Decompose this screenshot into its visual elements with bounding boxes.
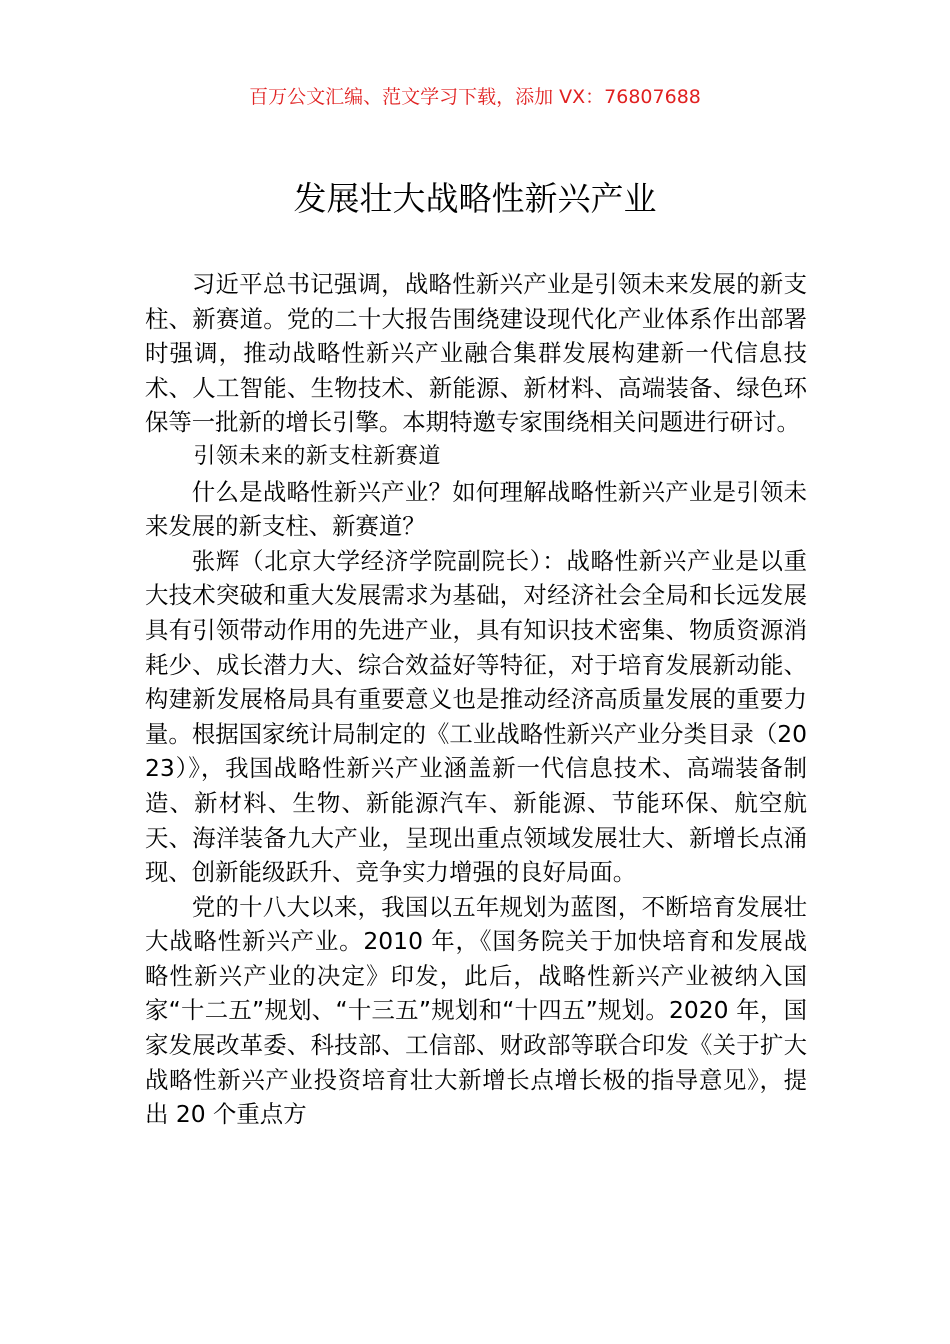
section-subheading: 引领未来的新支柱新赛道 xyxy=(193,443,441,469)
paragraph-question: 什么是战略性新兴产业？如何理解战略性新兴产业是引领未来发展的新支柱、新赛道？ xyxy=(145,477,807,541)
paragraph-history: 党的十八大以来，我国以五年规划为蓝图，不断培育发展壮大战略性新兴产业。2010 年，《国务院关于加快培育和发展战略性新兴产业的决定》印发，此后，战略性新兴产业被纳入国家“十二五”规划、“十三五”规划和“十四五”规划。2020 年，国家发展改革委、科技部、工信部、财政部等联合印发《关于扩大战略性新兴产业投资培育壮大新增长点增长极的指导意见》，提出 20 个重点方 xyxy=(145,892,807,1129)
document-body xyxy=(145,267,807,1132)
header-note: 百万公文汇编、范文学习下载，添加 VX：76807688 xyxy=(249,86,701,108)
paragraph-expert-answer: 张辉（北京大学经济学院副院长）：战略性新兴产业是以重大技术突破和重大发展需求为基础，对经济社会全局和长远发展具有引领带动作用的先进产业，具有知识技术密集、物质资源消耗少、成长潜力大、综合效益好等特征，对于培育发展新动能、构建新发展格局具有重要意义也是推动经济高质量发展的重要力量。根据国家统计局制定的《工业战略性新兴产业分类目录（2023）》，我国战略性新兴产业涵盖新一代信息技术、高端装备制造、新材料、生物、新能源汽车、新能源、节能环保、航空航天、海洋装备九大产业，呈现出重点领域发展壮大、新增长点涌现、创新能级跃升、竞争实力增强的良好局面。 xyxy=(145,546,807,887)
document-title: 发展壮大战略性新兴产业 xyxy=(293,179,657,218)
paragraph-intro: 习近平总书记强调，战略性新兴产业是引领未来发展的新支柱、新赛道。党的二十大报告围绕建设现代化产业体系作出部署时强调，推动战略性新兴产业融合集群发展构建新一代信息技术、人工智能、生物技术、新能源、新材料、高端装备、绿色环保等一批新的增长引擎。本期特邀专家围绕相关问题进行研讨。 xyxy=(145,270,807,437)
